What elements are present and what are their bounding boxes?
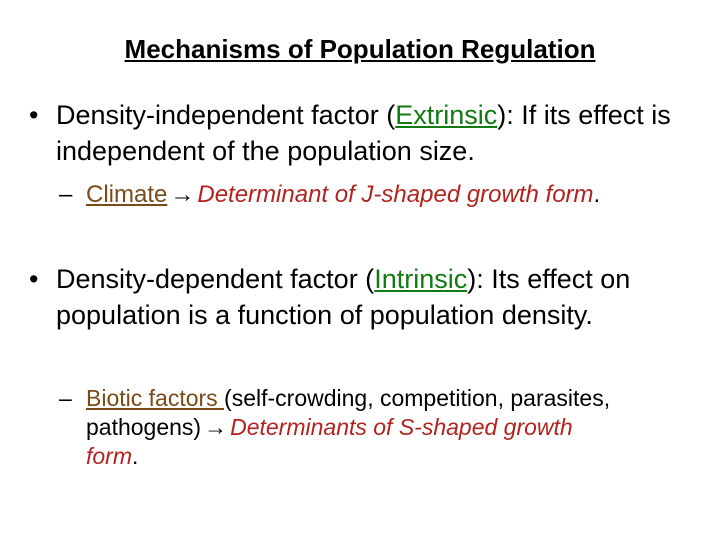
- bullet-text: [56, 261, 704, 333]
- climate-term: Climate: [86, 181, 168, 208]
- sub-bullet-marker: –: [59, 181, 73, 208]
- biotic-examples-text: (self-crowding, competition, parasites, pathogens): [86, 385, 611, 440]
- sentence-end: .: [593, 181, 601, 208]
- bullet-lead-text: Density-dependent factor (: [56, 264, 375, 294]
- determinant-text: Determinants of S-shaped growth form: [86, 414, 573, 469]
- bullet-text: [56, 97, 704, 169]
- arrow-icon: →: [170, 181, 195, 208]
- sub-bullet-marker: –: [59, 385, 72, 411]
- sentence-end: .: [132, 443, 139, 469]
- sub-bullet-text: [86, 384, 624, 471]
- extrinsic-term: Extrinsic: [395, 100, 498, 130]
- bullet-marker: •: [29, 264, 39, 294]
- bullet-marker: •: [29, 100, 39, 130]
- biotic-factors-term: Biotic factors: [86, 385, 225, 411]
- bullet-definition-text: ): If its effect is independent of the population size.: [56, 100, 671, 166]
- sub-bullet-text: [86, 180, 600, 210]
- bullet-lead-text: Density-independent factor (: [56, 100, 396, 130]
- intrinsic-term: Intrinsic: [374, 264, 468, 294]
- slide-title: Mechanisms of Population Regulation: [124, 34, 596, 64]
- arrow-icon: →: [204, 414, 228, 440]
- bullet-definition-text: ): Its effect on population is a function of population density.: [56, 264, 631, 330]
- determinant-text: Determinant of J-shaped growth form: [197, 181, 594, 208]
